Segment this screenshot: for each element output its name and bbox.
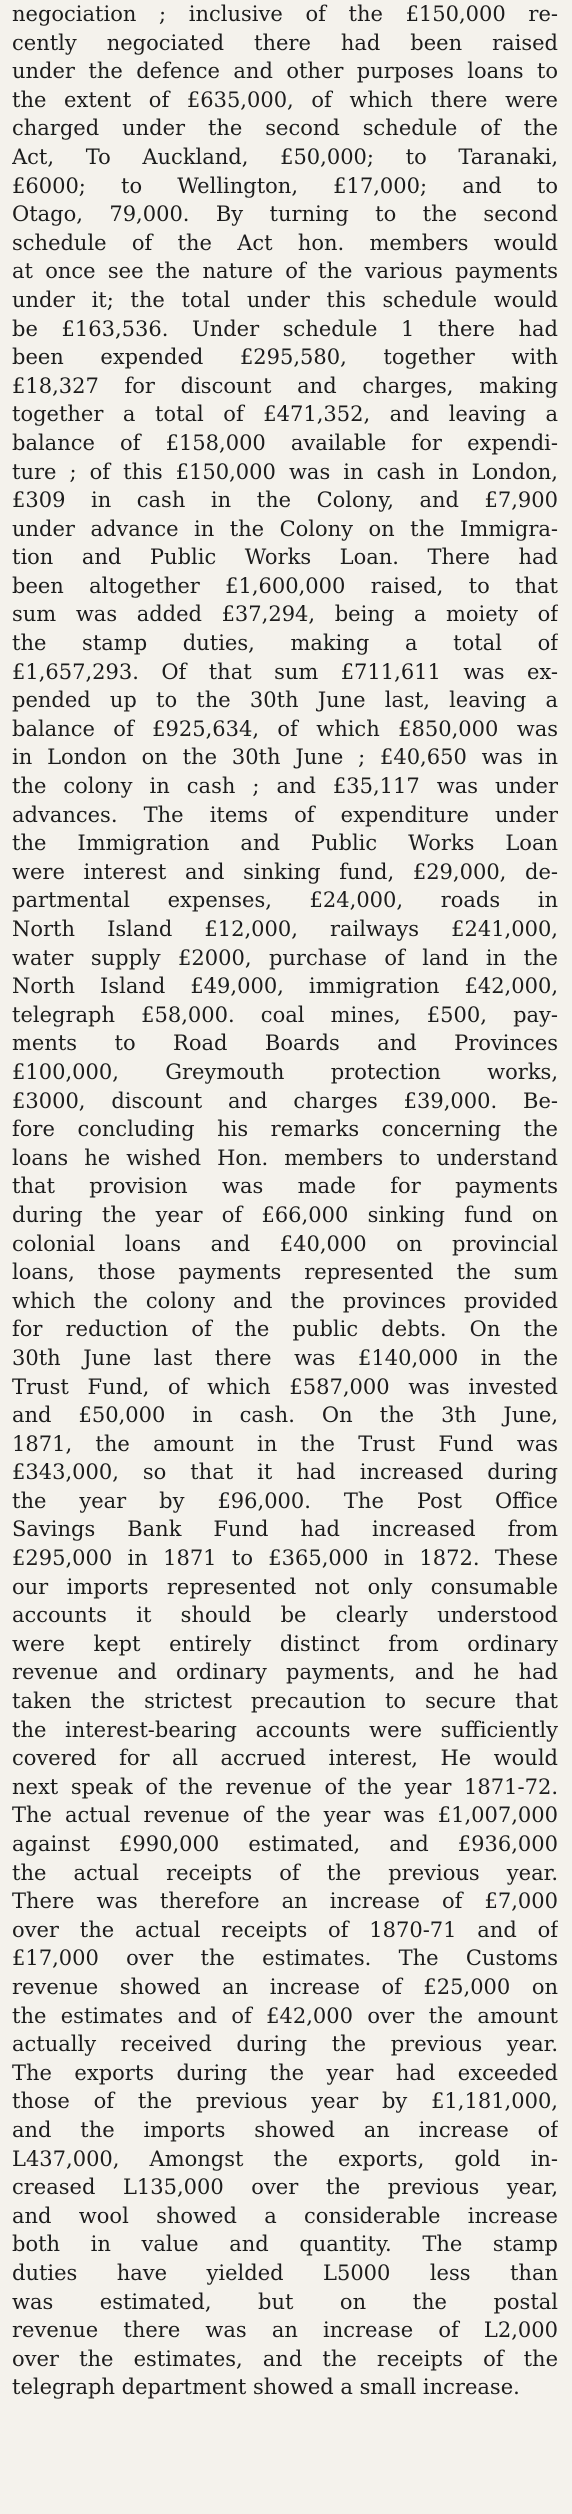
text-line: colonial loans and £40,000 on provincial	[12, 1231, 558, 1256]
text-line: actually received during the previous year.	[12, 2032, 558, 2057]
text-line: duties have yielded L5000 less than	[12, 2260, 558, 2285]
text-line: Trust Fund, of which £587,000 was invested	[12, 1374, 558, 1399]
text-line: tion and Public Works Loan. There had	[12, 545, 558, 570]
text-line: £17,000 over the estimates. The Customs	[12, 1946, 558, 1971]
text-line: covered for all accrued interest, He would	[12, 1746, 558, 1771]
text-line: loans he wished Hon. members to understand	[12, 1145, 558, 1170]
text-line: £295,000 in 1871 to £365,000 in 1872. These	[12, 1546, 558, 1571]
text-line: £1,657,293. Of that sum £711,611 was ex-	[12, 659, 558, 684]
text-line: revenue and ordinary payments, and he had	[12, 1660, 558, 1685]
text-line: 30th June last there was £140,000 in the	[12, 1345, 558, 1370]
text-line: pended up to the 30th June last, leaving a	[12, 688, 558, 713]
text-line: sum was added £37,294, being a moiety of	[12, 602, 558, 627]
text-line: partmental expenses, £24,000, roads in	[12, 888, 558, 913]
text-line: North Island £12,000, railways £241,000,	[12, 917, 558, 941]
text-line: L437,000, Amongst the exports, gold in-	[12, 2146, 558, 2171]
text-line: in London on the 30th June ; £40,650 was in	[12, 745, 558, 770]
text-line: were interest and sinking fund, £29,000, de-	[12, 859, 558, 884]
text-line: balance of £925,634, of which £850,000 was	[12, 716, 558, 741]
text-line: for reduction of the public debts. On the	[12, 1317, 558, 1342]
text-line: the interest-bearing accounts were sufficiently	[12, 1717, 558, 1742]
text-line: There was therefore an increase of £7,000	[12, 1889, 558, 1914]
text-line: The exports during the year had exceeded	[12, 2060, 558, 2085]
text-line: telegraph £58,000. coal mines, £500, pay-	[12, 1002, 558, 1027]
text-line: the year by £96,000. The Post Office	[12, 1488, 558, 1513]
text-line: our imports represented not only consumable	[12, 1574, 558, 1599]
text-line: and the imports showed an increase of	[12, 2117, 558, 2142]
text-line: Savings Bank Fund had increased from	[12, 1517, 558, 1542]
text-line: under advance in the Colony on the Immigra-	[12, 516, 558, 541]
text-line: at once see the nature of the various payments	[12, 259, 558, 284]
text-line: and wool showed a considerable increase	[12, 2203, 558, 2228]
text-line: Otago, 79,000. By turning to the second	[12, 202, 558, 227]
text-line: accounts it should be clearly understood	[12, 1603, 558, 1628]
text-line: negociation ; inclusive of the £150,000 re-	[12, 2, 558, 26]
text-line: taken the strictest precaution to secure that	[12, 1689, 558, 1714]
article-column	[12, 0, 558, 2514]
text-line: £309 in cash in the Colony, and £7,900	[12, 488, 558, 513]
text-line: telegraph department showed a small increase.	[12, 2375, 520, 2400]
text-line: advances. The items of expenditure under	[12, 802, 558, 827]
text-line: fore concluding his remarks concerning the	[12, 1117, 558, 1142]
text-line: North Island £49,000, immigration £42,000,	[12, 974, 558, 999]
text-line: under it; the total under this schedule would	[12, 287, 558, 312]
text-line: during the year of £66,000 sinking fund on	[12, 1202, 558, 1227]
text-line: ture ; of this £150,000 was in cash in London,	[12, 459, 558, 484]
text-line: the colony in cash ; and £35,117 was under	[12, 774, 558, 799]
text-line: £100,000, Greymouth protection works,	[12, 1059, 558, 1084]
text-line: revenue there was an increase of L2,000	[12, 2318, 558, 2343]
text-line: over the actual receipts of 1870-71 and of	[12, 1917, 558, 1942]
text-line: 1871, the amount in the Trust Fund was	[12, 1431, 558, 1456]
text-line: both in value and quantity. The stamp	[12, 2232, 558, 2257]
text-line: cently negociated there had been raised	[12, 30, 558, 55]
text-line: The actual revenue of the year was £1,007,000	[12, 1803, 558, 1828]
text-line: be £163,536. Under schedule 1 there had	[12, 316, 558, 341]
text-line: £18,327 for discount and charges, making	[12, 373, 558, 398]
text-line: the Immigration and Public Works Loan	[12, 831, 558, 856]
text-line: £343,000, so that it had increased during	[12, 1460, 558, 1485]
text-line: the estimates and of £42,000 over the amount	[12, 2003, 558, 2028]
text-line: over the estimates, and the receipts of the	[12, 2346, 558, 2371]
text-line: balance of £158,000 available for expendi-	[12, 430, 558, 455]
text-line: Act, To Auckland, £50,000; to Taranaki,	[12, 144, 558, 169]
text-line: creased L135,000 over the previous year,	[12, 2175, 558, 2200]
text-line: the extent of £635,000, of which there were	[12, 87, 558, 112]
text-line: the stamp duties, making a total of	[12, 631, 558, 656]
text-line: ments to Road Boards and Provinces	[12, 1031, 558, 1056]
text-line: under the defence and other purposes loans to	[12, 59, 558, 84]
text-line: next speak of the revenue of the year 1871-72.	[12, 1774, 558, 1799]
text-line: £3000, discount and charges £39,000. Be-	[12, 1088, 558, 1113]
text-line: loans, those payments represented the sum	[12, 1260, 558, 1285]
text-line: which the colony and the provinces provided	[12, 1288, 558, 1313]
text-line: been altogether £1,600,000 raised, to that	[12, 573, 558, 598]
text-line: £6000; to Wellington, £17,000; and to	[12, 173, 558, 198]
text-line: together a total of £471,352, and leaving a	[12, 402, 558, 427]
text-line: that provision was made for payments	[12, 1174, 558, 1199]
text-line: water supply £2000, purchase of land in the	[12, 945, 558, 970]
text-line: schedule of the Act hon. members would	[12, 230, 558, 255]
text-line: been expended £295,580, together with	[12, 345, 558, 370]
text-line: was estimated, but on the postal	[12, 2289, 558, 2314]
text-line: the actual receipts of the previous year.	[12, 1860, 558, 1885]
text-line: and £50,000 in cash. On the 3th June,	[12, 1403, 558, 1428]
text-line: those of the previous year by £1,181,000,	[12, 2089, 558, 2114]
text-line: charged under the second schedule of the	[12, 116, 558, 141]
text-line: against £990,000 estimated, and £936,000	[12, 1832, 558, 1856]
text-line: were kept entirely distinct from ordinary	[12, 1631, 558, 1656]
text-line: revenue showed an increase of £25,000 on	[12, 1974, 558, 1999]
